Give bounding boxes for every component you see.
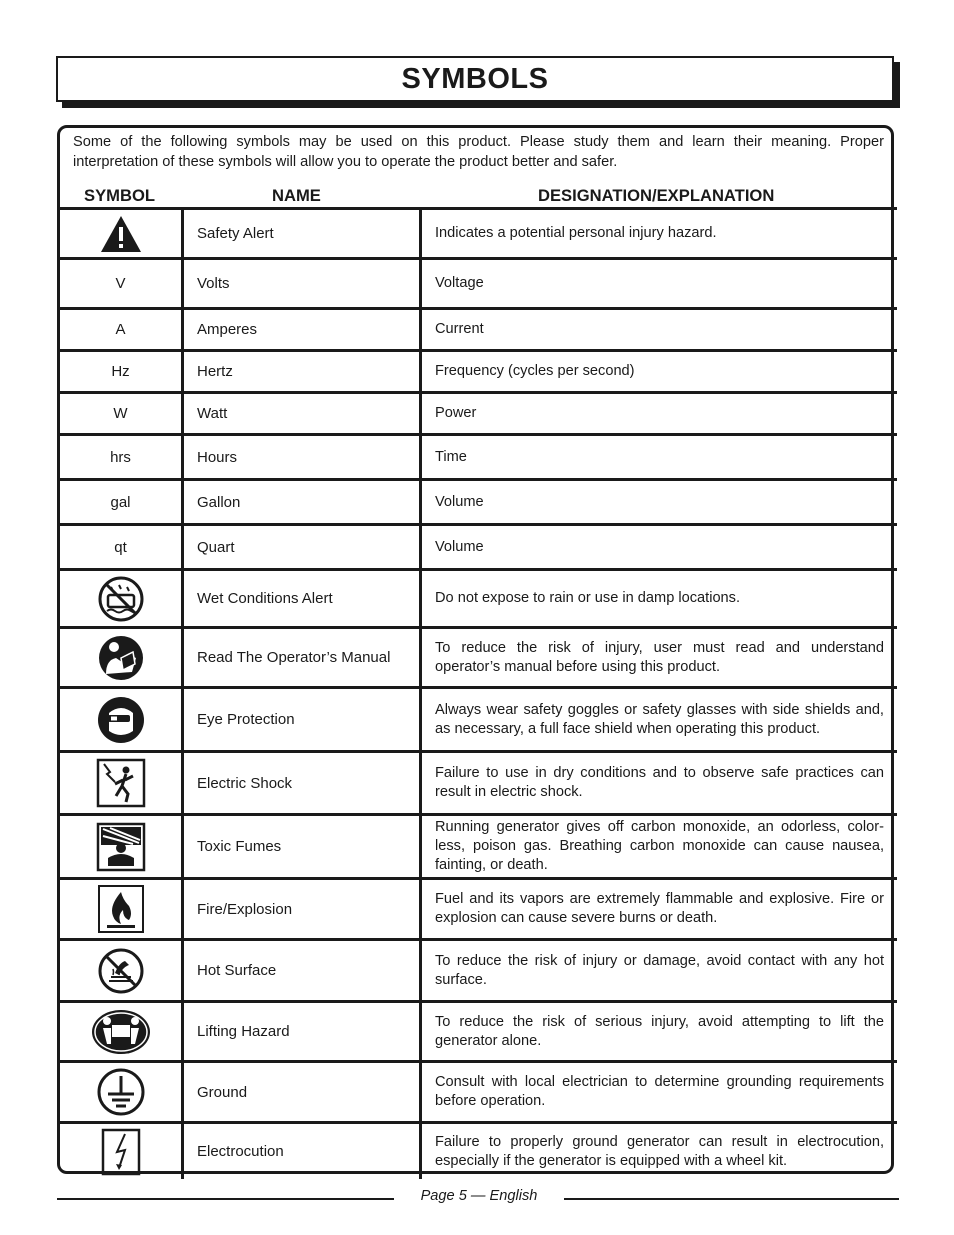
description-cell: Running generator gives off carbon monoxide, an odorless, color-less, poison gas. Breathing carbon monoxide can cause nausea, fainting, or death. — [435, 819, 884, 873]
table-row — [60, 1000, 897, 1060]
table-row — [60, 349, 897, 391]
table-row — [60, 1060, 897, 1121]
lifting-hazard-icon — [60, 1003, 181, 1060]
description-cell: Voltage — [435, 275, 484, 292]
description-cell-wrap — [435, 394, 884, 433]
description-cell: To reduce the risk of injury or damage, avoid contact with any hot surface. — [435, 952, 884, 988]
page-footer: Page 5 — English — [420, 1188, 538, 1204]
description-cell-wrap — [435, 941, 884, 1000]
ground-icon — [60, 1063, 181, 1121]
electric-shock-icon — [60, 753, 181, 813]
name-cell: Wet Conditions Alert — [197, 590, 333, 607]
intro-text: Some of the following symbols may be used on this product. Please study them and learn their meaning. Proper interpretation of these symbols will allow you to operate the product better and safer. — [73, 134, 884, 170]
electrocution-icon — [60, 1124, 181, 1179]
symbol-cell: qt — [114, 538, 127, 556]
description-cell: Current — [435, 321, 484, 338]
table-row — [60, 626, 897, 686]
name-cell: Fire/Explosion — [197, 900, 293, 918]
table-row — [60, 1121, 897, 1179]
name-cell: Read The Operator’s Manual — [197, 649, 391, 666]
description-cell-wrap — [435, 352, 884, 391]
name-cell: Watt — [197, 405, 228, 422]
symbol-cell: V — [115, 275, 126, 292]
footer-rule-left — [57, 1198, 394, 1200]
name-cell: Ground — [197, 1083, 248, 1101]
table-row — [60, 877, 897, 938]
name-cell: Quart — [197, 538, 235, 556]
table-row — [60, 307, 897, 349]
footer-rule-right — [564, 1198, 899, 1200]
name-cell: Hot Surface — [197, 962, 277, 979]
name-cell: Hertz — [197, 363, 233, 380]
description-cell-wrap — [435, 880, 884, 938]
name-cell: Eye Protection — [197, 711, 295, 728]
name-cell: Toxic Fumes — [197, 838, 282, 855]
title-box — [56, 56, 894, 102]
description-cell: To reduce the risk of serious injury, avoid attempting to lift the generator alone. — [435, 1013, 884, 1049]
description-cell-wrap — [435, 310, 884, 349]
description-cell: To reduce the risk of injury, user must read and understand operator’s manual before using this product. — [435, 639, 884, 675]
name-cell: Volts — [197, 275, 230, 292]
description-cell-wrap — [435, 1003, 884, 1060]
symbol-cell: W — [113, 405, 128, 422]
description-cell: Frequency (cycles per second) — [435, 363, 635, 380]
table-row — [60, 686, 897, 750]
description-cell: Fuel and its vapors are extremely flammable and explosive. Fire or explosion can cause severe burns or death. — [435, 891, 884, 926]
description-cell: Indicates a potential personal injury hazard. — [435, 225, 717, 242]
description-cell: Power — [435, 405, 477, 422]
table-row — [60, 433, 897, 478]
description-cell-wrap — [435, 689, 884, 750]
description-cell-wrap — [435, 210, 884, 257]
description-cell-wrap — [435, 816, 884, 877]
symbol-cell: gal — [110, 493, 131, 511]
safety-alert-icon — [60, 210, 181, 257]
description-cell: Always wear safety goggles or safety glasses with side shields and, as necessary, a full face shield when operating this product. — [435, 701, 884, 737]
name-cell: Gallon — [197, 493, 241, 511]
description-cell-wrap — [435, 629, 884, 686]
description-cell: Time — [435, 448, 467, 465]
description-cell-wrap — [435, 526, 884, 568]
read-manual-icon — [60, 629, 181, 686]
description-cell-wrap — [435, 481, 884, 523]
description-cell: Failure to properly ground generator can result in electrocution, especially if the generator is equipped with a wheel kit. — [435, 1133, 884, 1169]
symbol-cell: A — [115, 321, 126, 338]
fire-explosion-icon — [60, 880, 181, 938]
name-cell: Lifting Hazard — [197, 1023, 290, 1040]
header-name: NAME — [272, 186, 321, 205]
description-cell-wrap — [435, 436, 884, 478]
header-symbol: SYMBOL — [84, 186, 155, 205]
description-cell-wrap — [435, 1063, 884, 1121]
name-cell: Electric Shock — [197, 774, 293, 792]
table-row — [60, 813, 897, 877]
eye-protection-icon — [60, 689, 181, 750]
table-row — [60, 391, 897, 433]
name-cell: Safety Alert — [197, 225, 274, 242]
symbol-cell: Hz — [111, 363, 130, 380]
description-cell-wrap — [435, 1124, 884, 1179]
toxic-fumes-icon — [60, 816, 181, 877]
description-cell: Failure to use in dry conditions and to observe safe practices can result in electric shock. — [435, 765, 884, 800]
table-row — [60, 257, 897, 307]
table-row — [60, 523, 897, 568]
description-cell: Volume — [435, 538, 484, 555]
table-row — [60, 478, 897, 523]
table-row — [60, 207, 897, 257]
description-cell: Volume — [435, 493, 484, 510]
wet-conditions-icon — [60, 571, 181, 626]
name-cell: Hours — [197, 448, 238, 466]
table-row — [60, 938, 897, 1000]
name-cell: Amperes — [197, 321, 258, 338]
description-cell-wrap — [435, 753, 884, 813]
description-cell-wrap — [435, 260, 884, 307]
name-cell: Electrocution — [197, 1143, 284, 1160]
table-row — [60, 568, 897, 626]
description-cell: Consult with local electrician to determine grounding requirements before operation. — [435, 1074, 884, 1109]
page-title: SYMBOLS — [401, 63, 549, 95]
symbol-cell: hrs — [110, 448, 131, 466]
description-cell-wrap — [435, 571, 884, 626]
hot-surface-icon — [60, 941, 181, 1000]
description-cell: Do not expose to rain or use in damp locations. — [435, 590, 741, 607]
table-row — [60, 750, 897, 813]
header-designation: DESIGNATION/EXPLANATION — [538, 186, 775, 205]
